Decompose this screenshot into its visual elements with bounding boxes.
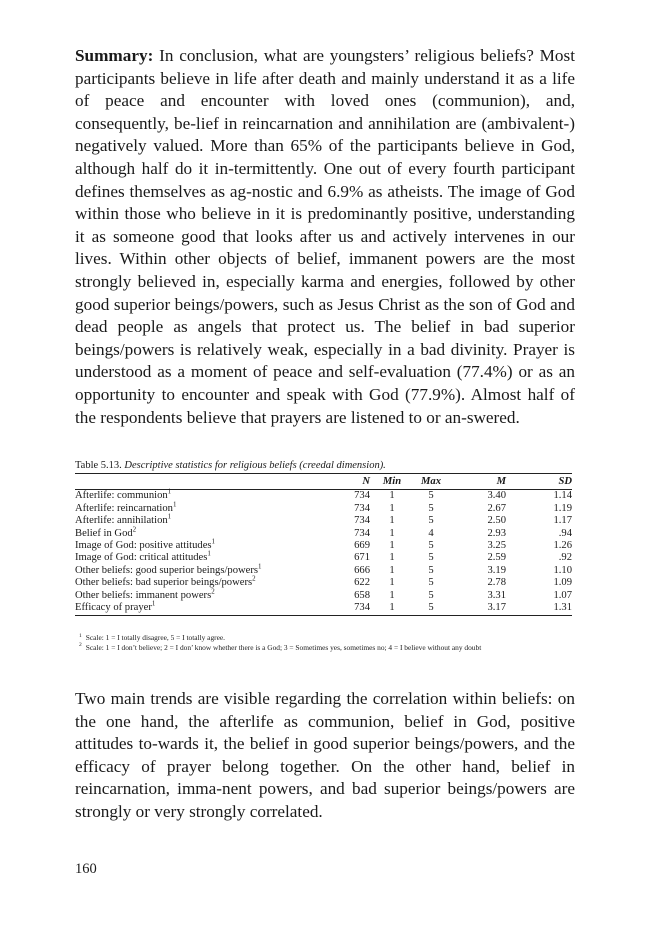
row-label-footnote-mark: 1 <box>151 599 156 608</box>
row-min-text: 1 <box>389 515 395 527</box>
row-min-text: 1 <box>389 540 395 552</box>
row-label <box>75 587 327 602</box>
row-label-footnote-mark: 1 <box>211 537 216 546</box>
row-sd <box>506 515 572 527</box>
row-max <box>414 503 448 515</box>
table-body <box>75 487 572 616</box>
row-max <box>414 490 448 503</box>
row-max-text: 5 <box>428 602 434 614</box>
row-sd <box>506 577 572 589</box>
header-sd: SD <box>506 474 572 490</box>
table-caption-prefix: Table 5.13. <box>75 460 125 471</box>
row-label-footnote-mark: 1 <box>258 562 262 571</box>
table-header-row <box>75 474 572 490</box>
row-label-footnote-mark: 2 <box>211 587 215 596</box>
row-mean <box>448 515 506 527</box>
row-max <box>414 577 448 589</box>
row-mean-text: 3.31 <box>487 589 506 601</box>
table-row <box>75 552 572 564</box>
row-max-text: 5 <box>428 540 434 552</box>
row-min <box>370 602 414 616</box>
row-min-text: 1 <box>389 602 395 614</box>
row-label <box>75 537 327 552</box>
row-n <box>327 552 370 564</box>
row-mean-text: 2.93 <box>487 527 506 539</box>
row-label <box>75 487 327 503</box>
row-label <box>75 599 327 616</box>
summary-text: In conclusion, what are youngsters’ religious beliefs? Most participants believe in life after death and mainly understand it as a life of peace and encounter with loved ones (communion), and, consequently, be-lief in reincarnation and annihilation are (ambivalent-) negatively valued. More than 65% of the participants believe in God, although half do it in-termittently. One out of every fourth participant defines themselves as ag-nostic and 6.9% as atheists. The image of God within those who believe in it is predominantly positive, understanding it as someone good that looks after us and actively intervenes in our lives. Within other objects of belief, immanent powers are the most strongly believed in, especially karma and energies, followed by other good superior beings/powers, such as Jesus Christ as the son of God and dead people as angels that protect us. The belief in bad superior beings/powers is relatively weak, especially in a bad divinity. Prayer is understood as a moment of peace and self-evaluation (77.4%) or as an opportunity to encounter and speak with God (77.9%). Almost half of the respondents believe that prayers are listened to or an-swered. <box>75 46 575 427</box>
row-max <box>414 590 448 602</box>
row-sd-text: 1.17 <box>553 515 572 527</box>
row-mean-text: 3.25 <box>487 540 506 552</box>
row-sd <box>506 540 572 552</box>
row-mean <box>448 590 506 602</box>
row-max-text: 5 <box>428 564 434 576</box>
row-label <box>75 562 327 577</box>
row-label-text: Afterlife: annihilation <box>75 515 168 527</box>
row-n <box>327 565 370 577</box>
header-max: Max <box>414 474 448 490</box>
row-mean-text: 2.59 <box>487 552 506 564</box>
row-mean <box>448 490 506 503</box>
row-mean <box>448 602 506 616</box>
row-label-text: Other beliefs: good superior beings/powers <box>75 564 258 576</box>
row-max <box>414 565 448 577</box>
row-min-text: 1 <box>389 527 395 539</box>
row-label-footnote-mark: 2 <box>252 574 256 583</box>
row-n-text: 622 <box>354 577 370 589</box>
row-label-text: Image of God: critical attitudes <box>75 552 208 564</box>
row-sd-text: 1.14 <box>553 490 572 502</box>
row-n <box>327 540 370 552</box>
row-n <box>327 590 370 602</box>
row-n-text: 734 <box>354 527 370 539</box>
row-label <box>75 574 327 589</box>
row-label-text: Image of God: positive attitudes <box>75 540 212 552</box>
page-number: 160 <box>75 861 97 877</box>
summary-paragraph <box>75 45 575 429</box>
row-max-text: 5 <box>428 577 434 589</box>
summary-section <box>75 45 575 429</box>
row-sd-text: 1.26 <box>553 540 572 552</box>
row-n-text: 734 <box>354 515 370 527</box>
row-sd <box>506 503 572 515</box>
row-label-footnote-mark: 1 <box>167 487 172 496</box>
note-text-2: Scale: 1 = I don’t believe; 2 = I don’ know whether there is a God; 3 = Sometimes yes, sometimes no; 4 = I believe without any doubt <box>85 642 482 652</box>
row-min-text: 1 <box>389 502 395 514</box>
row-sd-text: 1.19 <box>553 502 572 514</box>
row-max <box>414 540 448 552</box>
row-label-text: Afterlife: reincarnation <box>75 502 173 514</box>
table-note-1 <box>79 633 579 643</box>
row-min <box>370 540 414 552</box>
row-n-text: 734 <box>354 602 370 614</box>
row-sd <box>506 602 572 616</box>
row-mean <box>448 552 506 564</box>
row-max <box>414 602 448 616</box>
row-mean <box>448 540 506 552</box>
table-row <box>75 490 572 503</box>
row-n-text: 669 <box>354 540 370 552</box>
row-min <box>370 515 414 527</box>
row-min-text: 1 <box>389 552 395 564</box>
row-max-text: 5 <box>428 515 434 527</box>
table-caption <box>75 459 575 472</box>
table-caption-title: Descriptive statistics for religious beliefs (creedal dimension). <box>124 460 386 471</box>
correlation-paragraph: Two main trends are visible regarding the correlation within beliefs: on the one hand, the afterlife as communion, belief in God, positive attitudes to-wards it, the belief in good superior beings/powers, and the efficacy of prayer belong together. On the other hand, belief in reincarnation, imma-nent powers, and bad superior beings/powers are strongly or very strongly correlated. <box>75 689 575 821</box>
table-row <box>75 590 572 602</box>
row-min <box>370 590 414 602</box>
row-sd <box>506 528 572 540</box>
summary-heading: Summary: <box>75 46 154 65</box>
descriptive-statistics-table <box>75 473 572 616</box>
row-sd <box>506 565 572 577</box>
row-n-text: 666 <box>354 564 370 576</box>
table-row <box>75 577 572 589</box>
row-label-text: Other beliefs: immanent powers <box>75 589 212 601</box>
row-sd-text: 1.07 <box>553 589 572 601</box>
row-sd <box>506 552 572 564</box>
row-n <box>327 515 370 527</box>
row-min-text: 1 <box>389 490 395 502</box>
row-label-footnote-mark: 1 <box>207 549 211 558</box>
row-label-text: Afterlife: communion <box>75 490 168 502</box>
table-notes <box>79 633 579 652</box>
row-mean <box>448 528 506 540</box>
row-label-footnote-mark: 1 <box>167 512 172 521</box>
header-label <box>75 474 327 490</box>
correlation-section <box>75 688 575 824</box>
header-min: Min <box>370 474 414 490</box>
table-row <box>75 565 572 577</box>
row-max-text: 5 <box>428 589 434 601</box>
row-n <box>327 503 370 515</box>
row-max-text: 5 <box>428 502 434 514</box>
note-text-1: Scale: 1 = I totally disagree, 5 = I totally agree. <box>85 633 226 642</box>
row-label-text: Efficacy of prayer <box>75 602 152 614</box>
row-mean-text: 3.17 <box>487 602 506 614</box>
row-sd <box>506 590 572 602</box>
row-label <box>75 549 327 564</box>
table-row <box>75 503 572 515</box>
table-row <box>75 515 572 527</box>
note-mark-1: 1 <box>79 632 82 639</box>
row-min-text: 1 <box>389 589 395 601</box>
row-label <box>75 525 327 540</box>
row-min <box>370 552 414 564</box>
row-min <box>370 503 414 515</box>
row-sd <box>506 490 572 503</box>
note-mark-2: 2 <box>79 642 82 649</box>
row-mean <box>448 565 506 577</box>
row-min <box>370 565 414 577</box>
table-note-2 <box>79 643 579 653</box>
row-max <box>414 515 448 527</box>
row-n <box>327 602 370 616</box>
row-n-text: 671 <box>354 552 370 564</box>
row-n-text: 734 <box>354 490 370 502</box>
row-max-text: 5 <box>428 490 434 502</box>
row-n <box>327 490 370 503</box>
header-n: N <box>327 474 370 490</box>
row-max-text: 4 <box>428 527 434 539</box>
row-label <box>75 512 327 527</box>
row-max-text: 5 <box>428 552 434 564</box>
row-mean-text: 3.19 <box>487 564 506 576</box>
header-m: M <box>448 474 506 490</box>
row-label <box>75 500 327 515</box>
row-sd-text: .92 <box>558 552 572 564</box>
row-mean-text: 2.67 <box>487 502 506 514</box>
row-sd-text: 1.31 <box>553 602 572 614</box>
table-row <box>75 602 572 616</box>
row-mean-text: 2.50 <box>487 515 506 527</box>
row-label-footnote-mark: 2 <box>132 525 137 534</box>
row-label-footnote-mark: 1 <box>172 500 177 509</box>
row-label-text: Other beliefs: bad superior beings/powers <box>75 577 253 589</box>
row-max <box>414 528 448 540</box>
row-label-text: Belief in God <box>75 527 133 539</box>
row-n <box>327 528 370 540</box>
row-n-text: 658 <box>354 589 370 601</box>
row-mean <box>448 577 506 589</box>
row-sd-text: 1.09 <box>553 577 572 589</box>
row-min <box>370 490 414 503</box>
row-sd-text: 1.10 <box>553 564 572 576</box>
table-row <box>75 540 572 552</box>
row-n-text: 734 <box>354 502 370 514</box>
row-min-text: 1 <box>389 577 395 589</box>
row-n <box>327 577 370 589</box>
row-max <box>414 552 448 564</box>
row-mean <box>448 503 506 515</box>
table-row <box>75 528 572 540</box>
row-sd-text: .94 <box>558 527 572 539</box>
row-min <box>370 528 414 540</box>
row-mean-text: 3.40 <box>487 490 506 502</box>
row-min-text: 1 <box>389 564 395 576</box>
row-min <box>370 577 414 589</box>
row-mean-text: 2.78 <box>487 577 506 589</box>
